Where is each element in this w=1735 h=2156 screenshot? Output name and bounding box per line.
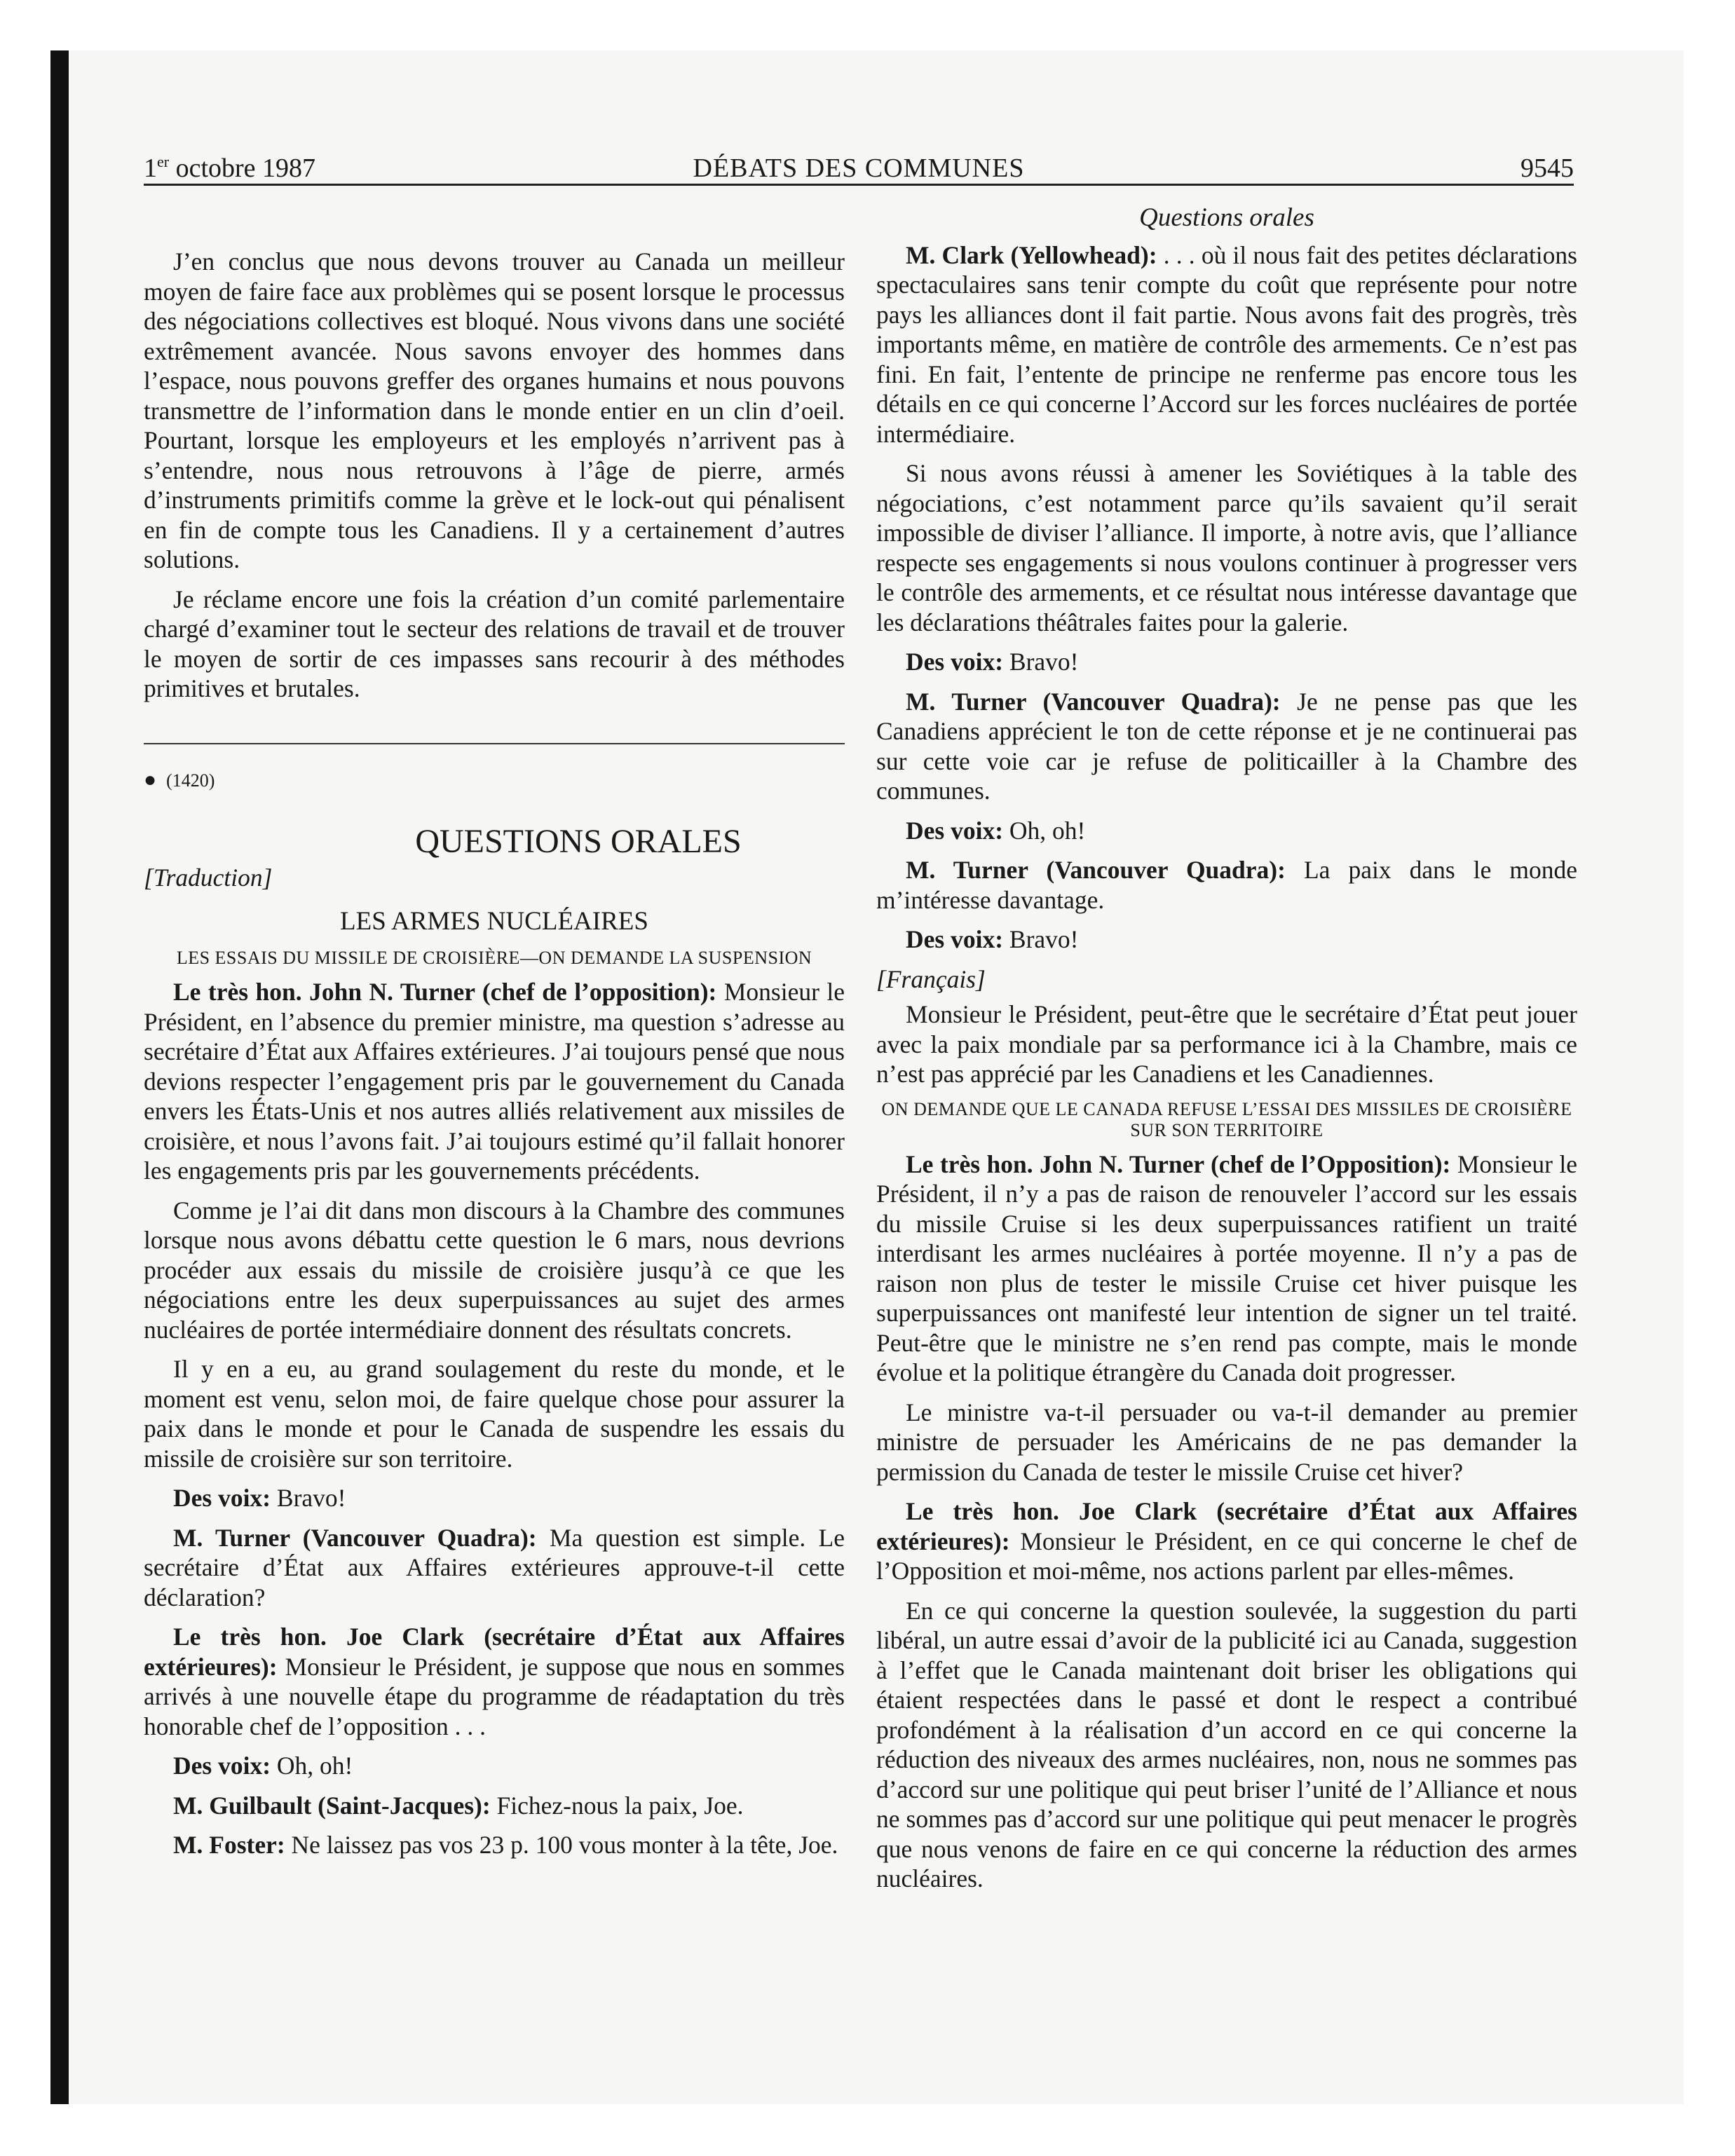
speaker: M. Foster: [173, 1831, 285, 1859]
bullet-icon: ● [144, 767, 157, 791]
section-rule [144, 743, 845, 744]
speaker: M. Turner (Vancouver Quadra): [173, 1523, 537, 1552]
section-heading: QUESTIONS ORALES [415, 823, 742, 860]
speaker: M. Turner (Vancouver Quadra): [906, 687, 1281, 716]
speaker: Des voix: [173, 1484, 271, 1512]
speaker: Le très hon. John N. Turner (chef de l’opposition): [173, 978, 717, 1006]
speech: Le très hon. Joe Clark (secrétaire d’État aux Affaires extérieures): Monsieur le Président, en ce qui concerne le chef de l’Opposition et moi-même, nos actions parlent par elles-mêmes. [876, 1497, 1577, 1585]
speech: M. Turner (Vancouver Quadra): Je ne pense pas que les Canadiens apprécient le ton de cette réponse et je ne continuerai pas sur cette voie car je refuse de politicailler à la Chambre des communes. [876, 687, 1578, 805]
speech: Des voix: Bravo! [906, 925, 1079, 953]
translation-tag: [Traduction] [144, 864, 273, 892]
speaker: Des voix: [906, 648, 1004, 676]
paragraph: Monsieur le Président, peut-être que le secrétaire d’État peut jouer avec la paix mondiale par sa performance ici à la Chambre, mais ce n’est pas apprécié par les Canadiens et les Canadiennes. [876, 1000, 1577, 1088]
paragraph: Le ministre va-t-il persuader ou va-t-il demander au premier ministre de persuader les Américains de ne pas demander la permission du Canada de tester le missile Cruise cet hiver? [876, 1398, 1577, 1486]
speaker: M. Guilbault (Saint-Jacques): [173, 1791, 491, 1820]
paragraph: Comme je l’ai dit dans mon discours à la Chambre des communes lorsque nous avons débattu cette question le 6 mars, nous devrions procéder aux essais du missile de croisière jusqu’à ce que les négociations entre les deux superpuissances au sujet des armes nucléaires de portée intermédiaire donnent des résultats concrets. [144, 1196, 845, 1344]
speech: Des voix: Oh, oh! [906, 816, 1086, 845]
header-date: 1er octobre 1987 [144, 153, 316, 183]
header-title: DÉBATS DES COMMUNES [693, 153, 1025, 183]
paragraph: En ce qui concerne la question soulevée, la suggestion du parti libéral, un autre essai d’avoir de la publicité ici au Canada, suggestion à l’effet que le Canada maintenant doit briser les obligations qui étaient respectées dans le passé et dont le respect a contribué profondément à la réalisation d’un accord en ce qui concerne la réduction des niveaux des armes nucléaires, non, nous ne sommes pas d’accord sur une politique qui peut briser l’unité de l’Alliance et nous ne sommes pas d’accord sur une politique qui peut menacer le progrès que nous venons de faire en ce qui concerne la réduction des armes nucléaires. [876, 1596, 1577, 1892]
speech: M. Clark (Yellowhead): . . . où il nous fait des petites déclarations spectaculaires sans tenir compte du coût que représente pour notre pays les alliances dont il fait partie. Nous avons fait des progrès, très importants même, en matière de contrôle des armements. Ce n’est pas fini. En fait, l’entente de principe ne renferme pas encore tous les détails en ce qui concerne l’Accord sur les forces nucléaires de portée intermédiaire. [876, 240, 1577, 448]
left-column [144, 247, 845, 1870]
speech: Le très hon. John N. Turner (chef de l’Opposition): Monsieur le Président, il n’y a pas de raison de renouveler l’accord sur les essais du missile Cruise si les deux superpuissances ratifient un traité interdisant les armes nucléaires à portée moyenne. Il n’y a pas de raison non plus de tester le missile Cruise cet hiver puisque les superpuissances ont manifesté leur intention de signer un tel traité. Peut-être que le ministre ne s’en rend pas compte, mais le monde évolue et la politique étrangère du Canada doit progresser. [876, 1149, 1577, 1386]
paragraph: Je réclame encore une fois la création d’un comité parlementaire chargé d’examiner tout le secteur des relations de travail et de trouver le moyen de sortir de ces impasses sans recourir à des méthodes primitives et brutales. [144, 585, 845, 702]
speaker: Des voix: [173, 1752, 271, 1780]
speech: Des voix: Bravo! [906, 648, 1079, 676]
speech: M. Turner (Vancouver Quadra): La paix dans le monde m’intéresse davantage. [876, 856, 1578, 914]
speech: M. Guilbault (Saint-Jacques): Fichez-nous la paix, Joe. [173, 1791, 744, 1820]
speaker: Des voix: [906, 816, 1004, 845]
running-head: Questions orales [1139, 203, 1314, 232]
subheading: LES ARMES NUCLÉAIRES [340, 906, 648, 936]
speech: Des voix: Bravo! [173, 1484, 346, 1512]
page-header [144, 153, 1574, 186]
paragraph: Il y en a eu, au grand soulagement du reste du monde, et le moment est venu, selon moi, de faire quelque chose pour assurer la paix dans le monde et pour le Canada de suspendre les essais du missile de croisière sur son territoire. [144, 1355, 845, 1473]
speaker: Le très hon. John N. Turner (chef de l’Opposition): [906, 1149, 1451, 1178]
paragraph: Si nous avons réussi à amener les Soviétiques à la table des négociations, c’est notamment parce qu’ils savaient qu’il serait impossible de diviser l’alliance. Il importe, à notre avis, que l’alliance respecte ses engagements si nous voulons continuer à progresser vers le contrôle des armements, et ce résultat nous intéresse davantage que les déclarations théâtrales faites pour la galerie. [876, 459, 1577, 636]
speaker: Le très hon. Joe Clark (secrétaire d’État aux Affaires extérieures): [876, 1497, 1577, 1555]
speaker: Le très hon. Joe Clark (secrétaire d’État aux Affaires extérieures): [144, 1623, 845, 1681]
binding-edge [50, 50, 69, 2104]
page-number: 9545 [1520, 153, 1574, 183]
speech: Le très hon. John N. Turner (chef de l’opposition): Monsieur le Président, en l’absence du premier ministre, ma question s’adresse au secrétaire d’État aux Affaires extérieures. J’ai toujours pensé que nous devions respecter l’engagement pris par le gouvernement du Canada envers les États-Unis et nos autres alliés relativement aux missiles de croisière, et nous l’avons fait. J’ai toujours estimé qu’il fallait honorer les engagements pris par les gouvernements précédents. [144, 978, 845, 1185]
right-column [876, 203, 1577, 1904]
topic-heading: LES ESSAIS DU MISSILE DE CROISIÈRE—ON DEMANDE LA SUSPENSION [176, 948, 812, 968]
speaker: M. Turner (Vancouver Quadra): [906, 856, 1286, 884]
speaker: Des voix: [906, 925, 1004, 953]
speaker: M. Clark (Yellowhead): [906, 240, 1157, 269]
paragraph: J’en conclus que nous devons trouver au Canada un meilleur moyen de faire face aux problèmes qui se posent lorsque le processus des négociations collectives est bloqué. Nous vivons dans une société extrêmement avancée. Nous savons envoyer des hommes dans l’espace, nous pouvons greffer des organes humains et nous pouvons transmettre de l’information dans le monde entier en un clin d’oeil. Pourtant, lorsque les employeurs et les employés n’arrivent pas à s’entendre, nous nous retrouvons à l’âge de pierre, armés d’instruments primitifs comme la grève et le lock-out qui pénalisent en fin de compte tous les Canadiens. Il y a certainement d’autres solutions. [144, 247, 845, 573]
time-marker: ● (1420) [144, 767, 215, 791]
speech: Des voix: Oh, oh! [173, 1752, 353, 1780]
language-tag: [Français] [876, 964, 986, 993]
topic-heading: ON DEMANDE QUE LE CANADA REFUSE L’ESSAI DES MISSILES DE CROISIÈRE SUR SON TERRITOIRE [881, 1098, 1572, 1140]
speech: Le très hon. Joe Clark (secrétaire d’État aux Affaires extérieures): Monsieur le Président, je suppose que nous en sommes arrivés à une nouvelle étape du programme de réadaptation du très honorable chef de l’opposition . . . [144, 1623, 845, 1740]
speech: M. Foster: Ne laissez pas vos 23 p. 100 vous monter à la tête, Joe. [173, 1831, 838, 1859]
speech: M. Turner (Vancouver Quadra): Ma question est simple. Le secrétaire d’État aux Affaires extérieures approuve-t-il cette déclaration? [144, 1523, 845, 1611]
